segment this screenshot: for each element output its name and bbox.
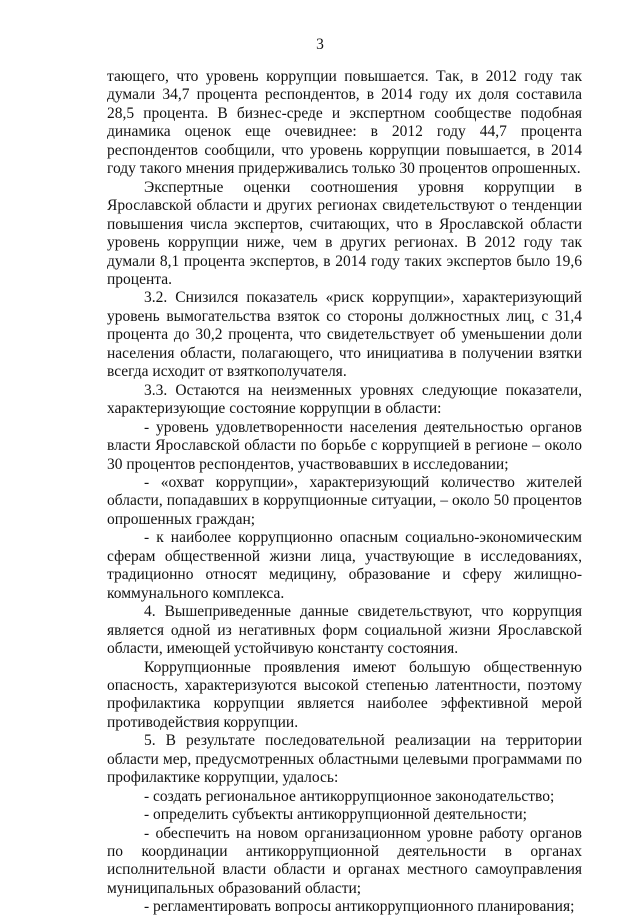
paragraph-3-3: 3.3. Остаются на неизменных уровнях следующие показатели, характеризующие состояние коррупции в области: [107,381,582,418]
list-item-coordination: - обеспечить на новом организационном уровне работу органов по координации антикоррупционной деятельности в органах исполнительной власти области и органах местного самоуправления муниципальных образований области; [107,824,582,897]
list-item-corruption-spheres: - к наиболее коррупционно опасным социально-экономическим сферам общественной жизни лица, участвующие в исследованиях, традиционно относят медицину, образование и сферу жилищно-коммунального комплекса. [107,529,582,602]
document-body [107,68,582,917]
paragraph-expert-assessments: Экспертные оценки соотношения уровня коррупции в Ярославской области и других регионах свидетельствуют о тенденции повышения числа экспертов, считающих, что в Ярославской области уровень коррупции ниже, чем в других регионах. В 2012 году так думали 8,1 процента экспертов, в 2014 году таких экспертов было 19,6 процента. [107,178,582,288]
list-item-subjects: - определить субъекты антикоррупционной деятельности; [144,806,527,824]
list-item-corruption-coverage: - «охват коррупции», характеризующий количество жителей области, попадавших в коррупционные ситуации, – около 50 процентов опрошенных граждан; [107,473,582,528]
list-item-legislation: - создать региональное антикоррупционное законодательство; [144,787,555,805]
paragraph-3-2: 3.2. Снизился показатель «риск коррупции», характеризующий уровень вымогательства взяток со стороны должностных лиц, с 31,4 процента до 30,2 процента, что свидетельствует об уменьшении доли населения области, полагающего, что инициатива в получении взятки всегда исходит от взяткополучателя. [107,289,582,381]
list-item-planning: - регламентировать вопросы антикоррупционного планирования; [144,898,575,916]
paragraph-continuation: тающего, что уровень коррупции повышается. Так, в 2012 году так думали 34,7 процента респондентов, в 2014 году их доля составила 28,5 процента. В бизнес-среде и экспертном сообществе подобная динамика оценок еще очевиднее: в 2012 году 44,7 процента респондентов сообщили, что уровень коррупции повышается, в 2014 году такого мнения придерживались только 30 процентов опрошенных. [107,68,582,178]
paragraph-4: 4. Вышеприведенные данные свидетельствуют, что коррупция является одной из негативных форм социальной жизни Ярославской области, имеющей устойчивую константу состояния. [107,603,582,658]
paragraph-corruption-danger: Коррупционные проявления имеют большую общественную опасность, характеризуются высокой степенью латентности, поэтому профилактика коррупции является наиболее эффективной мерой противодействия коррупции. [107,658,582,731]
list-item-satisfaction-level: - уровень удовлетворенности населения деятельностью органов власти Ярославской области по борьбе с коррупцией в регионе – около 30 процентов респондентов, участвовавших в исследовании; [107,418,582,473]
paragraph-5: 5. В результате последовательной реализации на территории области мер, предусмотренных областными целевыми программами по профилактике коррупции, удалось: [107,732,582,787]
page-number: 3 [316,36,324,53]
